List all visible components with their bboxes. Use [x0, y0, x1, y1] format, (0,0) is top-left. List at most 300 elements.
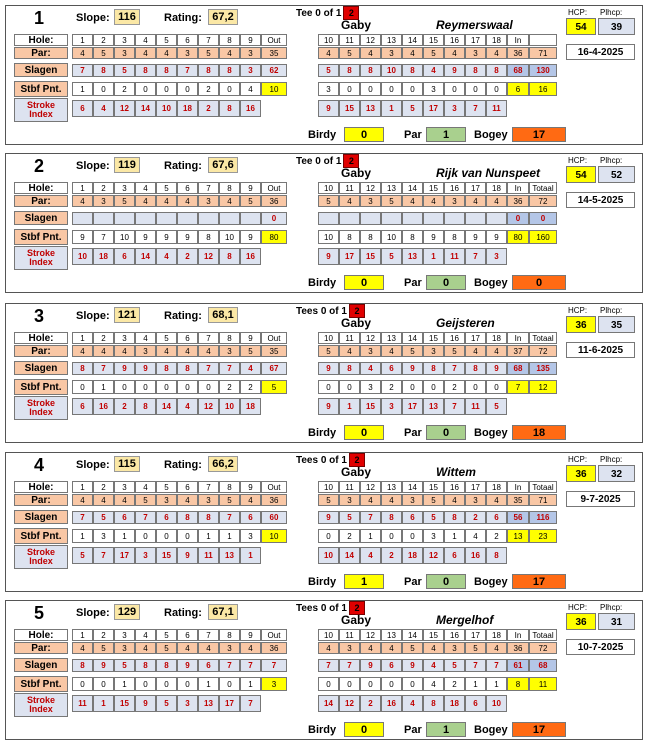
stableford-value: 2 — [219, 380, 240, 394]
strokes-value: 8 — [93, 64, 114, 77]
tee-select-box[interactable]: 2 — [343, 6, 359, 20]
stroke-index: 13 — [423, 398, 444, 415]
par-value: 4 — [360, 47, 381, 59]
tee-text: Tees 0 of 1 — [296, 455, 347, 466]
hcp-value: 54 — [566, 166, 596, 183]
stableford-value-total: 12 — [529, 380, 557, 394]
hole-number: 16 — [444, 481, 465, 493]
par-value: 5 — [318, 345, 339, 357]
birdy-count: 0 — [344, 275, 384, 290]
strokes-value: 8 — [339, 362, 360, 375]
par-value-back-row — [318, 494, 557, 506]
stroke-index: 2 — [381, 547, 402, 564]
stroke-index: 6 — [114, 248, 135, 265]
stroke-index: 4 — [360, 547, 381, 564]
stroke-index-row — [72, 248, 261, 265]
par-value: 4 — [402, 47, 423, 59]
stableford-value: 0 — [93, 82, 114, 96]
stableford-value: 10 — [114, 230, 135, 244]
strokes-value: 6 — [381, 659, 402, 672]
stroke-index: 16 — [240, 100, 261, 117]
hole-number: 7 — [198, 182, 219, 194]
hole-number: 1 — [72, 629, 93, 641]
bogey-count: 17 — [512, 127, 566, 142]
strokes-value-total: 0 — [529, 212, 557, 225]
par-value-total: 71 — [529, 494, 557, 506]
par-count-label: Par — [404, 129, 422, 141]
stroke-index: 16 — [240, 248, 261, 265]
hole-number: 16 — [444, 629, 465, 641]
tee-select-box[interactable]: 2 — [349, 304, 365, 318]
par-value: 3 — [381, 47, 402, 59]
birdy-label: Birdy — [308, 724, 337, 736]
hole-number: 10 — [318, 34, 339, 46]
plhcp-label: Plhcp: — [600, 156, 623, 165]
hole-number-in: In — [507, 182, 529, 194]
strokes-value: 9 — [318, 511, 339, 524]
par-value: 5 — [402, 642, 423, 654]
hole-number: 1 — [72, 481, 93, 493]
rating-value: 67,6 — [208, 157, 238, 173]
stableford-value: 0 — [444, 82, 465, 96]
par-count-label: Par — [404, 277, 422, 289]
stableford-value: 8 — [198, 230, 219, 244]
stroke-index: 3 — [135, 547, 156, 564]
stroke-index: 18 — [240, 398, 261, 415]
hole-number: 15 — [423, 332, 444, 344]
plhcp-label: Plhcp: — [600, 455, 623, 464]
par-value: 4 — [114, 494, 135, 506]
round-card — [5, 452, 643, 592]
strokes-value: 9 — [402, 362, 423, 375]
stroke-index: 18 — [444, 695, 465, 712]
strokes-value: 8 — [339, 64, 360, 77]
row-label-slagen: Slagen — [14, 211, 68, 225]
stroke-index: 17 — [219, 695, 240, 712]
par-value: 5 — [381, 195, 402, 207]
row-label-par: Par: — [14, 345, 68, 357]
strokes-value: 7 — [339, 659, 360, 672]
row-label-stroke: Stroke Index — [14, 98, 68, 122]
par-value-total: 72 — [529, 642, 557, 654]
strokes-value: 7 — [93, 362, 114, 375]
stableford-value: 3 — [360, 380, 381, 394]
stroke-index: 15 — [339, 100, 360, 117]
strokes-value-row — [72, 511, 287, 524]
par-value: 4 — [93, 345, 114, 357]
par-value: 3 — [198, 494, 219, 506]
strokes-value-total: 68 — [529, 659, 557, 672]
stroke-index: 9 — [177, 547, 198, 564]
stableford-value: 3 — [318, 82, 339, 96]
stableford-value: 1 — [444, 529, 465, 543]
stableford-value: 0 — [177, 380, 198, 394]
player-name: Gaby — [341, 166, 372, 180]
stableford-value-in: 8 — [507, 677, 529, 691]
stableford-value: 9 — [423, 230, 444, 244]
strokes-value: 8 — [402, 64, 423, 77]
stroke-index: 9 — [318, 100, 339, 117]
par-count-label: Par — [404, 427, 422, 439]
strokes-value: 9 — [444, 64, 465, 77]
strokes-value: 8 — [135, 64, 156, 77]
strokes-value: 4 — [423, 64, 444, 77]
stroke-index-back-row — [318, 398, 507, 415]
hole-number: 6 — [177, 34, 198, 46]
par-count-label: Par — [404, 576, 422, 588]
course-name: Reymerswaal — [436, 18, 513, 32]
par-value: 3 — [423, 345, 444, 357]
hole-number: 6 — [177, 629, 198, 641]
stableford-value-back-row — [318, 380, 557, 394]
par-value: 5 — [444, 345, 465, 357]
bogey-label: Bogey — [474, 427, 508, 439]
hole-number: 5 — [156, 182, 177, 194]
stableford-value: 8 — [360, 230, 381, 244]
round-date: 9-7-2025 — [566, 491, 635, 507]
strokes-value: 8 — [465, 362, 486, 375]
stroke-index: 18 — [93, 248, 114, 265]
hole-number: 14 — [402, 34, 423, 46]
plhcp-value: 32 — [598, 465, 635, 482]
par-count: 0 — [426, 275, 466, 290]
row-label-stroke: Stroke Index — [14, 693, 68, 717]
strokes-value — [486, 212, 507, 225]
hole-number: 12 — [360, 34, 381, 46]
stableford-value: 0 — [339, 82, 360, 96]
hole-number: 8 — [219, 481, 240, 493]
stroke-index: 2 — [198, 100, 219, 117]
stableford-value: 2 — [381, 380, 402, 394]
strokes-value-back-row — [318, 659, 557, 672]
row-label-stbf: Stbf Pnt. — [14, 676, 68, 692]
stroke-index: 5 — [486, 398, 507, 415]
stableford-value: 0 — [93, 677, 114, 691]
rating-value: 67,2 — [208, 9, 238, 25]
par-value: 4 — [177, 642, 198, 654]
par-value: 4 — [444, 47, 465, 59]
stableford-value-in: 80 — [507, 230, 529, 244]
bogey-label: Bogey — [474, 724, 508, 736]
strokes-value: 5 — [339, 511, 360, 524]
stableford-value: 0 — [135, 380, 156, 394]
stroke-index: 7 — [465, 248, 486, 265]
par-value: 4 — [198, 345, 219, 357]
stroke-index: 10 — [486, 695, 507, 712]
stroke-index: 8 — [135, 398, 156, 415]
par-value: 5 — [93, 642, 114, 654]
strokes-value: 8 — [381, 511, 402, 524]
stroke-index: 18 — [402, 547, 423, 564]
hole-number: 17 — [465, 182, 486, 194]
hole-number-back-row — [318, 332, 557, 344]
hole-number: 17 — [465, 34, 486, 46]
strokes-value: 7 — [219, 362, 240, 375]
stableford-value-row — [72, 82, 287, 96]
stableford-value: 1 — [219, 529, 240, 543]
tee-select-box[interactable]: 2 — [349, 453, 365, 467]
stroke-index: 10 — [318, 547, 339, 564]
hole-number: 14 — [402, 481, 423, 493]
stroke-index: 1 — [93, 695, 114, 712]
tee-text: Tee 0 of 1 — [296, 156, 342, 167]
hole-number: 13 — [381, 182, 402, 194]
stroke-index: 10 — [156, 100, 177, 117]
stroke-index: 5 — [381, 248, 402, 265]
hole-number: 14 — [402, 332, 423, 344]
slope-value: 115 — [114, 456, 140, 472]
strokes-value: 8 — [156, 659, 177, 672]
hole-number: 13 — [381, 481, 402, 493]
strokes-value — [156, 212, 177, 225]
strokes-value: 8 — [135, 659, 156, 672]
par-value: 5 — [339, 47, 360, 59]
stableford-value-total: 11 — [529, 677, 557, 691]
stableford-value: 0 — [486, 82, 507, 96]
course-name: Rijk van Nunspeet — [436, 166, 541, 180]
stroke-index-back-row — [318, 100, 507, 117]
hole-number: 7 — [198, 629, 219, 641]
stableford-value: 1 — [465, 677, 486, 691]
stableford-value-back-row — [318, 677, 557, 691]
hole-number: 3 — [114, 481, 135, 493]
par-value: 3 — [219, 345, 240, 357]
strokes-value: 4 — [240, 362, 261, 375]
hole-number: 18 — [486, 481, 507, 493]
par-value: 3 — [93, 195, 114, 207]
stroke-index: 11 — [198, 547, 219, 564]
strokes-value: 8 — [444, 511, 465, 524]
row-label-hole: Hole: — [14, 34, 68, 46]
stableford-value: 2 — [444, 677, 465, 691]
stroke-index: 4 — [177, 398, 198, 415]
strokes-value: 9 — [177, 659, 198, 672]
player-name: Gaby — [341, 18, 372, 32]
par-count: 0 — [426, 574, 466, 589]
stroke-index: 1 — [381, 100, 402, 117]
stableford-value: 0 — [72, 380, 93, 394]
rating-value: 66,2 — [208, 456, 238, 472]
stableford-value: 0 — [423, 380, 444, 394]
strokes-value-total: 0 — [261, 212, 287, 225]
par-value: 5 — [219, 494, 240, 506]
round-date: 10-7-2025 — [566, 639, 635, 655]
par-value: 4 — [72, 494, 93, 506]
hole-number: 13 — [381, 629, 402, 641]
stableford-value-total: 23 — [529, 529, 557, 543]
hole-number: 16 — [444, 332, 465, 344]
rating-value: 68,1 — [208, 307, 238, 323]
hole-number-total: Out — [261, 629, 287, 641]
strokes-value: 2 — [465, 511, 486, 524]
par-value-row — [72, 195, 287, 207]
bogey-count: 17 — [512, 722, 566, 737]
tee-select-box[interactable]: 2 — [349, 601, 365, 615]
stableford-value: 9 — [465, 230, 486, 244]
stroke-index: 13 — [360, 100, 381, 117]
strokes-value: 10 — [381, 64, 402, 77]
player-name: Gaby — [341, 613, 372, 627]
hole-number: 9 — [240, 629, 261, 641]
hole-number-back-row — [318, 629, 557, 641]
birdy-label: Birdy — [308, 576, 337, 588]
strokes-value: 9 — [486, 362, 507, 375]
par-value: 4 — [156, 195, 177, 207]
strokes-value-in: 56 — [507, 511, 529, 524]
par-value-total: 72 — [529, 195, 557, 207]
strokes-value: 5 — [114, 659, 135, 672]
par-value: 4 — [198, 642, 219, 654]
strokes-value: 9 — [318, 362, 339, 375]
stableford-value: 1 — [93, 380, 114, 394]
par-value-in: 36 — [507, 195, 529, 207]
hole-number: 7 — [198, 332, 219, 344]
plhcp-label: Plhcp: — [600, 306, 623, 315]
hole-number: 15 — [423, 34, 444, 46]
stableford-value: 0 — [339, 380, 360, 394]
hole-number: 10 — [318, 629, 339, 641]
round-number: 1 — [34, 8, 45, 28]
strokes-value: 8 — [219, 64, 240, 77]
strokes-value: 9 — [93, 659, 114, 672]
stroke-index: 6 — [72, 398, 93, 415]
plhcp-value: 52 — [598, 166, 635, 183]
strokes-value: 6 — [114, 511, 135, 524]
tee-select-box[interactable]: 2 — [343, 154, 359, 168]
par-value: 4 — [486, 345, 507, 357]
hole-number: 15 — [423, 182, 444, 194]
stroke-index: 1 — [423, 248, 444, 265]
row-label-stbf: Stbf Pnt. — [14, 528, 68, 544]
strokes-value: 7 — [465, 659, 486, 672]
round-number: 2 — [34, 156, 45, 176]
hcp-label: HCP: — [568, 8, 588, 17]
hole-number-total: Out — [261, 34, 287, 46]
plhcp-value: 35 — [598, 316, 635, 333]
stroke-index: 5 — [72, 547, 93, 564]
row-label-stbf: Stbf Pnt. — [14, 379, 68, 395]
stroke-index-row — [72, 695, 261, 712]
stroke-index: 14 — [135, 100, 156, 117]
par-value: 3 — [114, 47, 135, 59]
stroke-index: 10 — [219, 398, 240, 415]
par-value: 4 — [360, 642, 381, 654]
tee-text: Tees 0 of 1 — [296, 306, 347, 317]
par-value: 5 — [240, 345, 261, 357]
hole-number: 3 — [114, 182, 135, 194]
par-value: 3 — [360, 195, 381, 207]
strokes-value-total: 135 — [529, 362, 557, 375]
hole-number-total: Totaal — [529, 481, 557, 493]
stroke-index-back-row — [318, 695, 507, 712]
par-value-total: 35 — [261, 47, 287, 59]
par-value: 5 — [465, 642, 486, 654]
par-value: 5 — [402, 345, 423, 357]
stroke-index: 15 — [114, 695, 135, 712]
hole-number-row — [72, 629, 287, 641]
strokes-value: 5 — [93, 511, 114, 524]
strokes-value-back-row — [318, 511, 557, 524]
hole-number: 17 — [465, 481, 486, 493]
par-value-row — [72, 47, 287, 59]
hole-number: 11 — [339, 629, 360, 641]
par-value: 4 — [318, 47, 339, 59]
stableford-value-total: 10 — [261, 82, 287, 96]
slope-value: 119 — [114, 157, 140, 173]
rating-label: Rating: — [164, 12, 202, 24]
strokes-value: 6 — [402, 511, 423, 524]
par-value: 4 — [339, 195, 360, 207]
stableford-value: 0 — [465, 82, 486, 96]
stroke-index: 12 — [198, 248, 219, 265]
stroke-index: 7 — [93, 547, 114, 564]
stableford-value: 1 — [198, 529, 219, 543]
stroke-index: 14 — [318, 695, 339, 712]
par-value: 5 — [93, 47, 114, 59]
par-value: 3 — [156, 494, 177, 506]
stableford-value-row — [72, 230, 287, 244]
row-label-slagen: Slagen — [14, 658, 68, 672]
par-value: 4 — [240, 642, 261, 654]
rating-label: Rating: — [164, 607, 202, 619]
stableford-value: 0 — [402, 380, 423, 394]
par-value: 3 — [198, 195, 219, 207]
stroke-index: 16 — [93, 398, 114, 415]
hole-number: 6 — [177, 182, 198, 194]
hole-number: 4 — [135, 34, 156, 46]
hole-number-in: In — [507, 34, 529, 46]
stroke-index: 18 — [177, 100, 198, 117]
hole-number-in: In — [507, 481, 529, 493]
tee-text: Tee 0 of 1 — [296, 8, 342, 19]
hole-number-back-row — [318, 182, 557, 194]
par-value: 4 — [114, 345, 135, 357]
rating-label: Rating: — [164, 160, 202, 172]
stableford-value-total: 160 — [529, 230, 557, 244]
par-count: 1 — [426, 722, 466, 737]
hole-number-total: Out — [261, 182, 287, 194]
par-value: 5 — [423, 494, 444, 506]
strokes-value-back-row — [318, 64, 557, 77]
plhcp-label: Plhcp: — [600, 603, 623, 612]
round-number: 3 — [34, 306, 45, 326]
hole-number: 7 — [198, 34, 219, 46]
stableford-value: 2 — [114, 82, 135, 96]
stroke-index: 5 — [156, 695, 177, 712]
par-value: 4 — [177, 345, 198, 357]
stroke-index: 3 — [177, 695, 198, 712]
stroke-index: 15 — [156, 547, 177, 564]
stableford-value: 10 — [318, 230, 339, 244]
hole-number: 14 — [402, 629, 423, 641]
stroke-index: 17 — [423, 100, 444, 117]
stroke-index: 12 — [198, 398, 219, 415]
strokes-value: 7 — [360, 511, 381, 524]
par-value-row — [72, 345, 287, 357]
stableford-value-row — [72, 380, 287, 394]
course-name: Mergelhof — [436, 613, 494, 627]
strokes-value: 4 — [423, 659, 444, 672]
stroke-index-row — [72, 100, 261, 117]
strokes-value-row — [72, 362, 287, 375]
par-value: 3 — [219, 642, 240, 654]
par-value: 4 — [72, 642, 93, 654]
par-value: 4 — [135, 195, 156, 207]
hole-number-total — [529, 34, 557, 46]
hole-number: 8 — [219, 182, 240, 194]
strokes-value-total: 67 — [261, 362, 287, 375]
strokes-value: 6 — [381, 362, 402, 375]
